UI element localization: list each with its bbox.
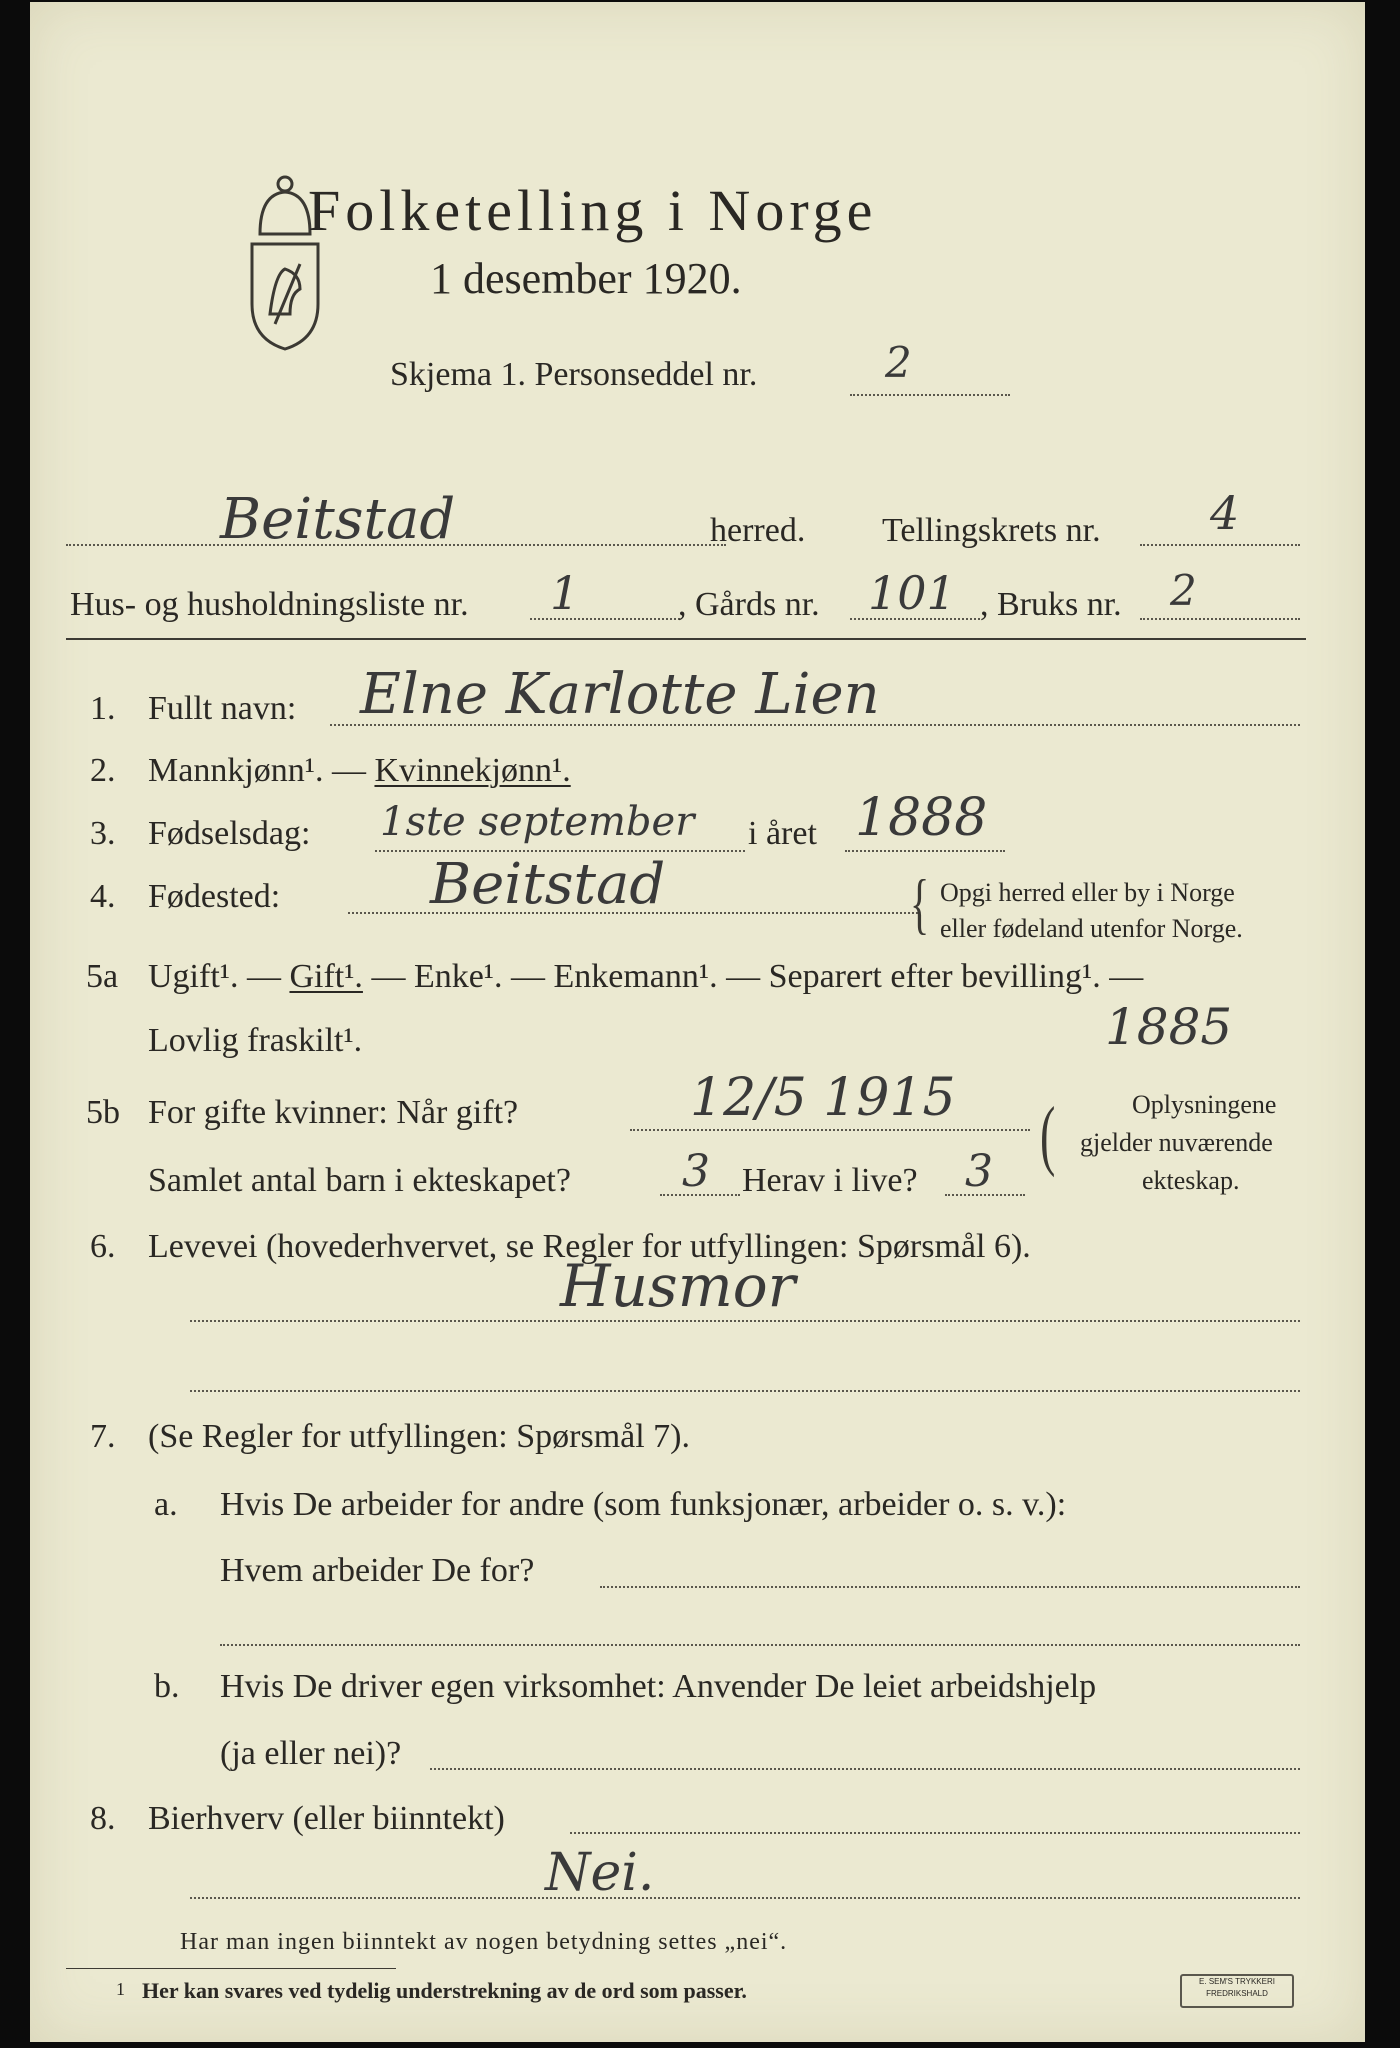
q7a-letter: a.	[154, 1486, 178, 1523]
tellingskrets-nr-value: 4	[1210, 486, 1240, 540]
q7-label: (Se Regler for utfyllingen: Spørsmål 7).	[148, 1418, 691, 1455]
census-form-page	[30, 2, 1365, 2042]
skjema-label: Skjema 1. Personseddel nr.	[390, 356, 758, 393]
q4-brace: {	[910, 864, 930, 942]
q6-answer: Husmor	[560, 1252, 796, 1320]
q5b-children-label: Samlet antal barn i ekteskapet?	[148, 1162, 571, 1199]
q5b-note-line3: ekteskap.	[1142, 1166, 1240, 1195]
q7a-text2: Hvem arbeider De for?	[220, 1552, 535, 1589]
q5a-rest: — Enke¹. — Enkemann¹. — Separert efter bevilling¹. —	[362, 958, 1144, 995]
bruks-nr-value: 2	[1170, 566, 1197, 615]
q4-answer: Beitstad	[430, 852, 666, 917]
gards-nr-value: 101	[868, 566, 956, 620]
q3-year-value: 1888	[855, 788, 988, 848]
q2-row	[148, 754, 571, 788]
q5a-number: 5a	[86, 958, 119, 995]
q5a-row2: Lovlig fraskilt¹.	[148, 1022, 363, 1059]
q5b-number: 5b	[86, 1094, 120, 1131]
q7a-line1	[600, 1586, 1300, 1588]
q1-number: 1.	[90, 690, 116, 727]
q8-line2	[190, 1897, 1300, 1899]
q1-label: Fullt navn:	[148, 690, 297, 727]
form-date: 1 desember 1920.	[430, 254, 742, 303]
q5a-margin-note: 1885	[1105, 998, 1233, 1056]
q7b-text: Hvis De driver egen virksomhet: Anvender De leiet arbeidshjelp	[220, 1668, 1097, 1705]
q5a-ugift: Ugift¹. —	[148, 958, 290, 995]
q3-label: Fødselsdag:	[148, 815, 311, 852]
personseddel-nr-value: 2	[885, 338, 912, 387]
q1-answer: Elne Karlotte Lien	[360, 662, 880, 727]
q8-answer: Nei.	[545, 1843, 655, 1903]
q8-label: Bierhverv (eller biinntekt)	[148, 1800, 505, 1837]
q7b-letter: b.	[154, 1668, 180, 1705]
q5b-alive-label: Herav i live?	[742, 1162, 918, 1199]
footnote-number: 1	[116, 1979, 125, 1999]
q5b-note-line2: gjelder nuværende	[1080, 1128, 1273, 1157]
q7a-text: Hvis De arbeider for andre (som funksjonær, arbeider o. s. v.):	[220, 1486, 1067, 1523]
q7b-line	[430, 1768, 1300, 1770]
q6-number: 6.	[90, 1228, 116, 1265]
printer-stamp-text: E. SEM'S TRYKKERI FREDRIKSHALD	[1199, 1977, 1275, 1998]
herred-value: Beitstad	[220, 487, 456, 552]
q5b-alive-value: 3	[965, 1146, 993, 1197]
footnote-divider	[66, 1968, 396, 1969]
footnote-text: Her kan svares ved tydelig understrekning av de ord som passer.	[142, 1978, 747, 2003]
q4-note-line1: Opgi herred eller by i Norge	[940, 878, 1235, 907]
q5b-when-value: 12/5 1915	[690, 1068, 956, 1128]
q3-day-value: 1ste september	[380, 799, 695, 845]
hus-nr-value: 1	[550, 566, 580, 620]
q6-line2	[190, 1390, 1300, 1392]
q5a-gift-selected: Gift¹.	[289, 958, 363, 995]
q6-line1	[190, 1320, 1300, 1322]
q5b-children-value: 3	[682, 1146, 710, 1197]
hus-label: Hus- og husholdningsliste nr.	[70, 586, 469, 623]
q2-kvinnekjonn-selected: Kvinnekjønn¹.	[374, 752, 571, 789]
q5b-brace: (	[1040, 1090, 1056, 1178]
personseddel-line	[850, 394, 1010, 396]
q2-mannkjonn: Mannkjønn¹.	[148, 752, 324, 789]
q5a-row1	[148, 960, 1143, 994]
tellingskrets-label: Tellingskrets nr.	[882, 512, 1101, 549]
q5b-note-line1: Oplysningene	[1132, 1090, 1277, 1119]
q7-number: 7.	[90, 1418, 116, 1455]
printer-stamp	[1180, 1974, 1294, 2008]
q3-year-label: i året	[748, 815, 817, 852]
q4-number: 4.	[90, 878, 116, 915]
gards-label: , Gårds nr.	[678, 586, 820, 623]
q3-number: 3.	[90, 815, 116, 852]
herred-label: herred.	[710, 512, 806, 549]
q2-dash: —	[323, 752, 375, 789]
q7b-text2: (ja eller nei)?	[220, 1735, 402, 1772]
tellingskrets-line	[1140, 544, 1300, 546]
q8-number: 8.	[90, 1800, 116, 1837]
q5b-when-line	[630, 1129, 1030, 1131]
q6-label: Levevei (hovederhvervet, se Regler for utfyllingen: Spørsmål 6).	[148, 1228, 1031, 1265]
q8-line1	[570, 1832, 1300, 1834]
q4-note-line2: eller fødeland utenfor Norge.	[940, 914, 1243, 943]
header-divider	[66, 638, 1306, 640]
q7a-line2	[220, 1644, 1300, 1646]
q4-label: Fødested:	[148, 878, 281, 915]
bruks-label: , Bruks nr.	[980, 586, 1122, 623]
q5b-label: For gifte kvinner: Når gift?	[148, 1094, 519, 1131]
footer-note: Har man ingen biinntekt av nogen betydning settes „nei“.	[180, 1929, 788, 1955]
form-title: Folketelling i Norge	[308, 178, 878, 243]
q2-number: 2.	[90, 752, 116, 789]
q3-year-line	[845, 850, 1005, 852]
bruks-nr-line	[1140, 618, 1300, 620]
